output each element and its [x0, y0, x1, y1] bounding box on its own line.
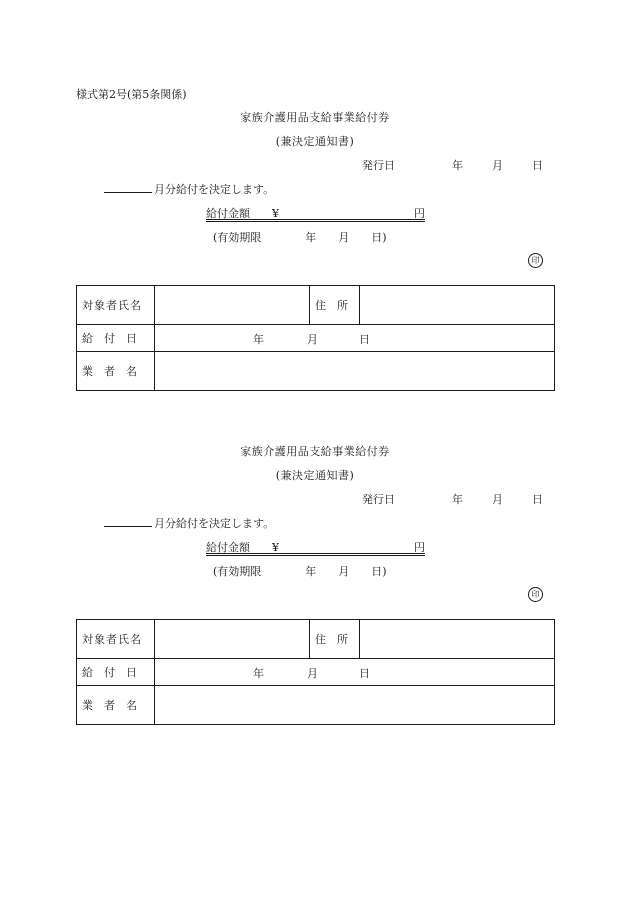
amount-label: 給付金額: [206, 207, 250, 220]
issue-year-label: 年: [452, 493, 463, 506]
yen-sign: ¥: [272, 207, 279, 220]
form-number-label: 様式第2号(第5条関係): [76, 88, 187, 101]
address-field[interactable]: [360, 620, 555, 659]
amount-underline: [206, 555, 425, 556]
issue-day-label: 日: [532, 159, 543, 172]
benefit-month-label: 月: [307, 333, 318, 346]
benefit-day-label: 日: [359, 333, 370, 346]
voucher-2: [0, 334, 630, 712]
amount-label: 給付金額: [206, 541, 250, 554]
amount-field[interactable]: [206, 219, 425, 220]
issue-date-label: 発行日: [362, 159, 395, 172]
benefit-year-label: 年: [253, 333, 264, 346]
month-blank-field[interactable]: [104, 192, 152, 193]
benefit-date-field[interactable]: [155, 659, 555, 686]
yen-sign: ¥: [272, 541, 279, 554]
validity-period: (有効期限 年 月 日): [213, 231, 387, 244]
amount-underline: [206, 221, 425, 222]
recipient-name-label: 対象者氏名: [77, 620, 155, 659]
seal-icon: 印: [528, 253, 543, 268]
address-label: 住 所: [310, 286, 360, 325]
voucher-subtitle: (兼決定通知書): [275, 135, 355, 148]
issue-day-label: 日: [532, 493, 543, 506]
issue-date-label: 発行日: [362, 493, 395, 506]
voucher-title: 家族介護用品支給事業給付券: [240, 445, 390, 458]
vendor-name-field[interactable]: [155, 686, 555, 725]
issue-year-label: 年: [452, 159, 463, 172]
benefit-day-label: 日: [359, 667, 370, 680]
recipient-table: [76, 619, 555, 725]
issue-month-label: 月: [492, 159, 503, 172]
benefit-date-label: 給 付 日: [77, 325, 155, 352]
voucher-subtitle: (兼決定通知書): [275, 469, 355, 482]
validity-period: (有効期限 年 月 日): [213, 565, 387, 578]
benefit-date-label: 給 付 日: [77, 659, 155, 686]
yen-unit: 円: [414, 541, 425, 554]
yen-unit: 円: [414, 207, 425, 220]
month-blank-field[interactable]: [104, 526, 152, 527]
voucher-1: [0, 0, 630, 378]
issue-month-label: 月: [492, 493, 503, 506]
recipient-name-field[interactable]: [155, 286, 310, 325]
address-field[interactable]: [360, 286, 555, 325]
decision-text: 月分給付を決定します。: [154, 183, 275, 196]
vendor-name-label: 業 者 名: [77, 352, 155, 391]
address-label: 住 所: [310, 620, 360, 659]
recipient-name-label: 対象者氏名: [77, 286, 155, 325]
seal-icon: 印: [528, 587, 543, 602]
vendor-name-label: 業 者 名: [77, 686, 155, 725]
benefit-month-label: 月: [307, 667, 318, 680]
benefit-year-label: 年: [253, 667, 264, 680]
decision-text: 月分給付を決定します。: [154, 517, 275, 530]
amount-field[interactable]: [206, 553, 425, 554]
recipient-name-field[interactable]: [155, 620, 310, 659]
voucher-title: 家族介護用品支給事業給付券: [240, 111, 390, 124]
